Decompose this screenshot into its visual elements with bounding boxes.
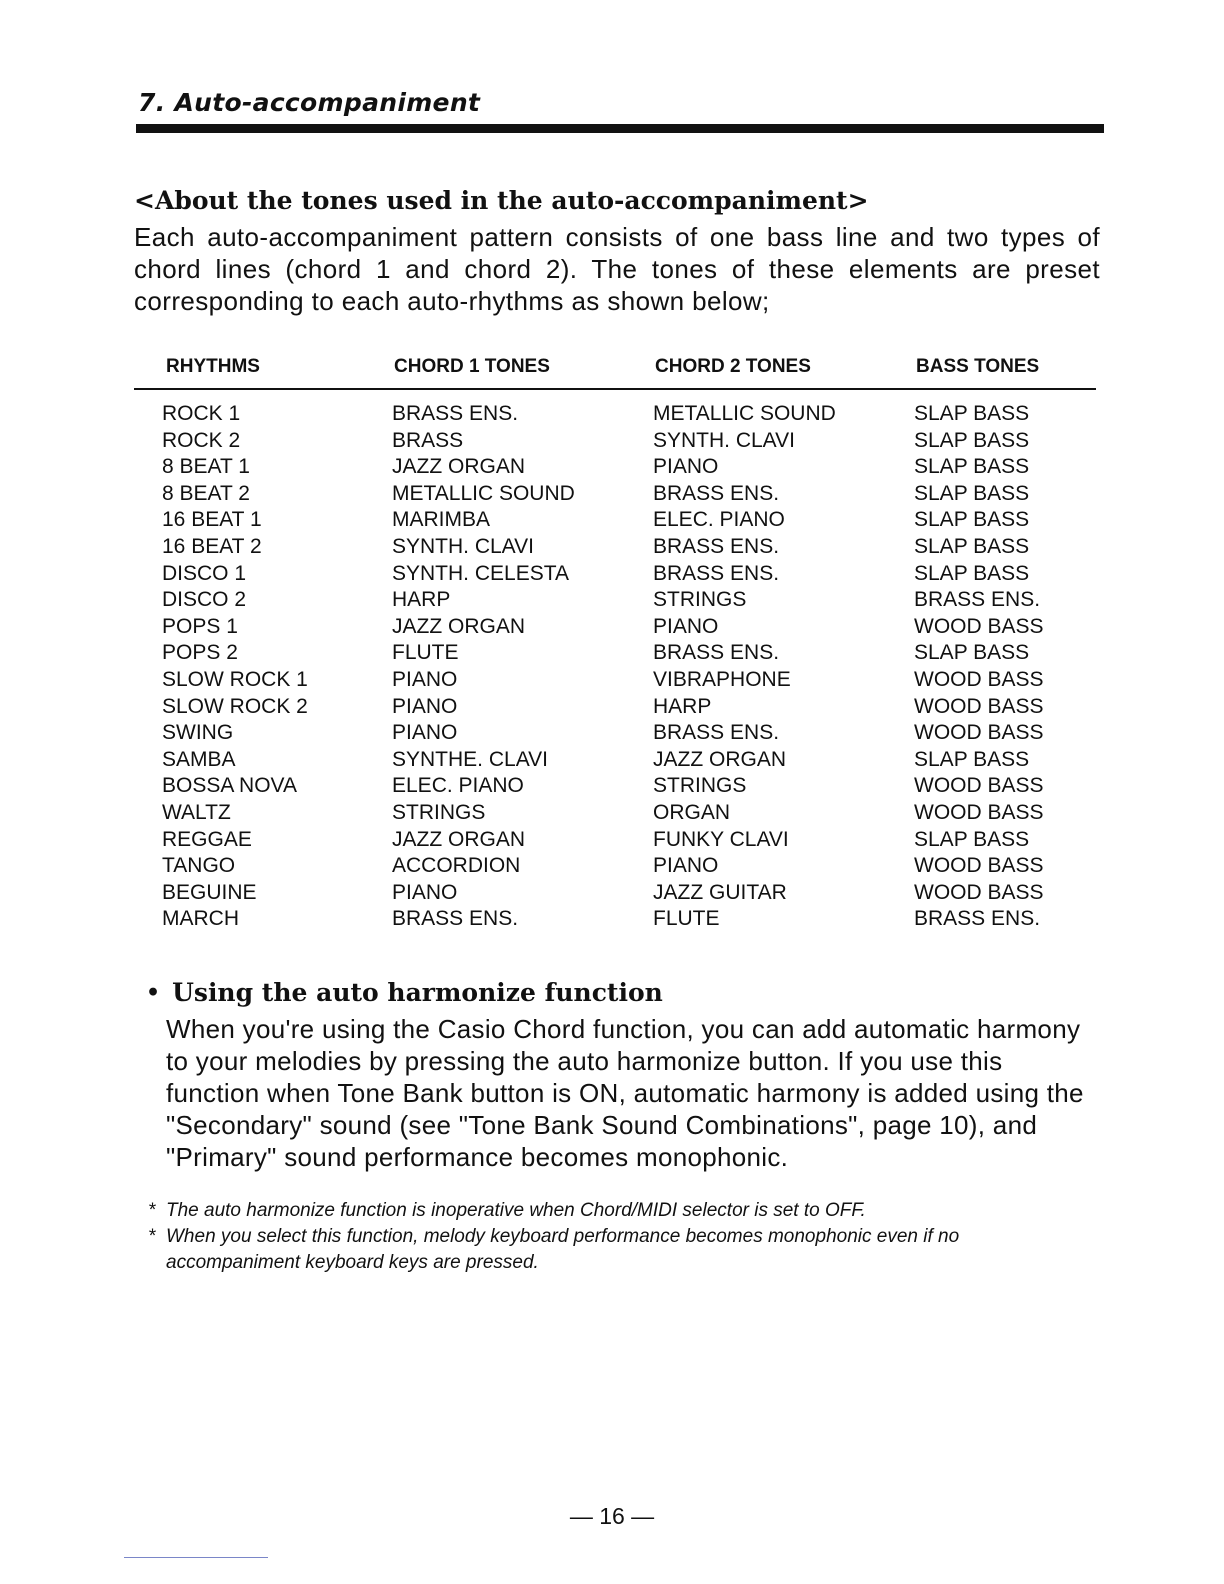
table-row [134, 773, 1096, 800]
chord2-cell: HARP [653, 694, 712, 718]
bass-cell: WOOD BASS [914, 880, 1044, 904]
rhythm-cell: 16 BEAT 2 [162, 534, 262, 558]
chord2-cell: ELEC. PIANO [653, 508, 785, 532]
header-chord1: CHORD 1 TONES [394, 356, 550, 377]
bass-cell: BRASS ENS. [914, 907, 1041, 931]
note [148, 1224, 1098, 1276]
asterisk-icon: * [148, 1200, 156, 1221]
rhythm-cell: 8 BEAT 2 [162, 481, 250, 505]
table-row [134, 853, 1096, 880]
chord2-cell: STRINGS [653, 774, 747, 798]
rhythm-cell: REGGAE [162, 827, 252, 851]
chord2-cell: PIANO [653, 614, 719, 638]
table-row [134, 534, 1096, 561]
bass-cell: WOOD BASS [914, 854, 1044, 878]
header-chord2: CHORD 2 TONES [655, 356, 811, 377]
chord1-cell: PIANO [392, 694, 458, 718]
chord2-cell: SYNTH. CLAVI [653, 428, 795, 452]
chord1-cell: PIANO [392, 880, 458, 904]
chord1-cell: SYNTH. CLAVI [392, 534, 534, 558]
chord2-cell: FUNKY CLAVI [653, 827, 789, 851]
chord1-cell: STRINGS [392, 800, 486, 824]
chord1-cell: ACCORDION [392, 854, 521, 878]
chord2-cell: FLUTE [653, 907, 720, 931]
rhythm-cell: DISCO 1 [162, 561, 247, 585]
chord1-cell: BRASS ENS. [392, 907, 519, 931]
bass-cell: WOOD BASS [914, 774, 1044, 798]
chord2-cell: PIANO [653, 455, 719, 479]
chord1-cell: SYNTH. CELESTA [392, 561, 569, 585]
chord1-cell: BRASS [392, 428, 464, 452]
chord1-cell: FLUTE [392, 641, 459, 665]
rhythm-cell: SWING [162, 721, 234, 745]
chord2-cell: BRASS ENS. [653, 481, 780, 505]
intro-body: Each auto-accompaniment pattern consists of one bass line and two types of chord lines (chord 1 and chord 2). The tones of these elements are preset corresponding to each auto-rhythms as shown below; [134, 222, 1100, 316]
rhythm-cell: SAMBA [162, 747, 236, 771]
table-row [134, 507, 1096, 534]
table-row [134, 880, 1096, 907]
chord2-cell: VIBRAPHONE [653, 667, 791, 691]
bullet-icon: • [146, 979, 161, 1006]
chord2-cell: PIANO [653, 854, 719, 878]
chord1-cell: JAZZ ORGAN [392, 614, 526, 638]
chord2-cell: METALLIC SOUND [653, 402, 836, 425]
table-row [134, 481, 1096, 508]
harmonize-body: When you're using the Casio Chord function, you can add automatic harmony to your melodies by pressing the auto harmonize button. If you use this function when Tone Bank button is ON, automatic harmony is added using the "Secondary" sound (see "Tone Bank Sound Combinations", page 10), and "Primary" sound performance becomes monophonic. [166, 1014, 1084, 1172]
tone-table [134, 356, 1096, 933]
rhythm-cell: BEGUINE [162, 880, 257, 904]
chord1-cell: BRASS ENS. [392, 402, 519, 425]
header-rule [136, 124, 1104, 133]
bass-cell: WOOD BASS [914, 614, 1044, 638]
rhythm-cell: 16 BEAT 1 [162, 508, 262, 532]
table-row [134, 614, 1096, 641]
chord2-cell: BRASS ENS. [653, 534, 780, 558]
bass-cell: SLAP BASS [914, 402, 1030, 425]
chord1-cell: MARIMBA [392, 508, 491, 532]
chord1-cell: ELEC. PIANO [392, 774, 524, 798]
rhythm-cell: ROCK 1 [162, 402, 241, 425]
bass-cell: SLAP BASS [914, 428, 1030, 452]
footer-rule [124, 1557, 268, 1558]
chord2-cell: BRASS ENS. [653, 721, 780, 745]
bass-cell: WOOD BASS [914, 800, 1044, 824]
harmonize-section [146, 978, 1090, 1173]
rhythm-cell: DISCO 2 [162, 588, 247, 612]
bass-cell: WOOD BASS [914, 721, 1044, 745]
bass-cell: SLAP BASS [914, 455, 1030, 479]
bass-cell: SLAP BASS [914, 508, 1030, 532]
asterisk-icon: * [148, 1226, 156, 1247]
harmonize-heading [146, 978, 1090, 1007]
rhythm-cell: BOSSA NOVA [162, 774, 297, 798]
note-text: When you select this function, melody keyboard performance becomes monophonic even if no accompaniment keyboard keys are pressed. [166, 1226, 960, 1273]
table-row [134, 906, 1096, 933]
table-row [134, 694, 1096, 721]
chord1-cell: HARP [392, 588, 451, 612]
table-row [134, 667, 1096, 694]
chord2-cell: ORGAN [653, 800, 731, 824]
harmonize-title: Using the auto harmonize function [172, 978, 663, 1007]
chord1-cell: JAZZ ORGAN [392, 455, 526, 479]
chord1-cell: JAZZ ORGAN [392, 827, 526, 851]
bass-cell: SLAP BASS [914, 481, 1030, 505]
table-row [134, 428, 1096, 455]
bass-cell: SLAP BASS [914, 534, 1030, 558]
rhythm-cell: SLOW ROCK 2 [162, 694, 308, 718]
rhythm-cell: 8 BEAT 1 [162, 455, 250, 479]
bass-cell: WOOD BASS [914, 694, 1044, 718]
rhythm-cell: MARCH [162, 907, 239, 931]
table-row [134, 720, 1096, 747]
bass-cell: WOOD BASS [914, 667, 1044, 691]
rhythm-cell: TANGO [162, 854, 236, 878]
bass-cell: SLAP BASS [914, 561, 1030, 585]
rhythm-cell: SLOW ROCK 1 [162, 667, 308, 691]
table-row [134, 800, 1096, 827]
bass-cell: BRASS ENS. [914, 588, 1041, 612]
table-header [134, 356, 1096, 390]
bass-cell: SLAP BASS [914, 747, 1030, 771]
intro-title: <About the tones used in the auto-accompaniment> [134, 186, 869, 215]
bass-cell: SLAP BASS [914, 827, 1030, 851]
chord1-cell: PIANO [392, 667, 458, 691]
header-bass: BASS TONES [916, 356, 1040, 377]
header-rhythms: RHYTHMS [166, 356, 260, 377]
chord2-cell: BRASS ENS. [653, 641, 780, 665]
page-number: — 16 — [569, 1503, 655, 1529]
chord2-cell: STRINGS [653, 588, 747, 612]
table-row [134, 561, 1096, 588]
rhythm-cell: ROCK 2 [162, 428, 241, 452]
intro-section [134, 186, 1100, 317]
notes [148, 1198, 1098, 1276]
table-body [134, 390, 1096, 933]
note-text: The auto harmonize function is inoperative when Chord/MIDI selector is set to OFF. [166, 1200, 866, 1221]
table-row [134, 747, 1096, 774]
table-row [134, 640, 1096, 667]
chord2-cell: BRASS ENS. [653, 561, 780, 585]
table-row [134, 401, 1096, 428]
rhythm-cell: POPS 1 [162, 614, 238, 638]
rhythm-cell: WALTZ [162, 800, 231, 824]
table-row [134, 454, 1096, 481]
table-row [134, 827, 1096, 854]
rhythm-cell: POPS 2 [162, 641, 238, 665]
chord1-cell: PIANO [392, 721, 458, 745]
bass-cell: SLAP BASS [914, 641, 1030, 665]
table-row [134, 587, 1096, 614]
chord2-cell: JAZZ GUITAR [653, 880, 787, 904]
chord1-cell: METALLIC SOUND [392, 481, 575, 505]
chord2-cell: JAZZ ORGAN [653, 747, 787, 771]
note [148, 1198, 1098, 1224]
section-header: 7. Auto-accompaniment [138, 88, 481, 117]
chord1-cell: SYNTHE. CLAVI [392, 747, 548, 771]
